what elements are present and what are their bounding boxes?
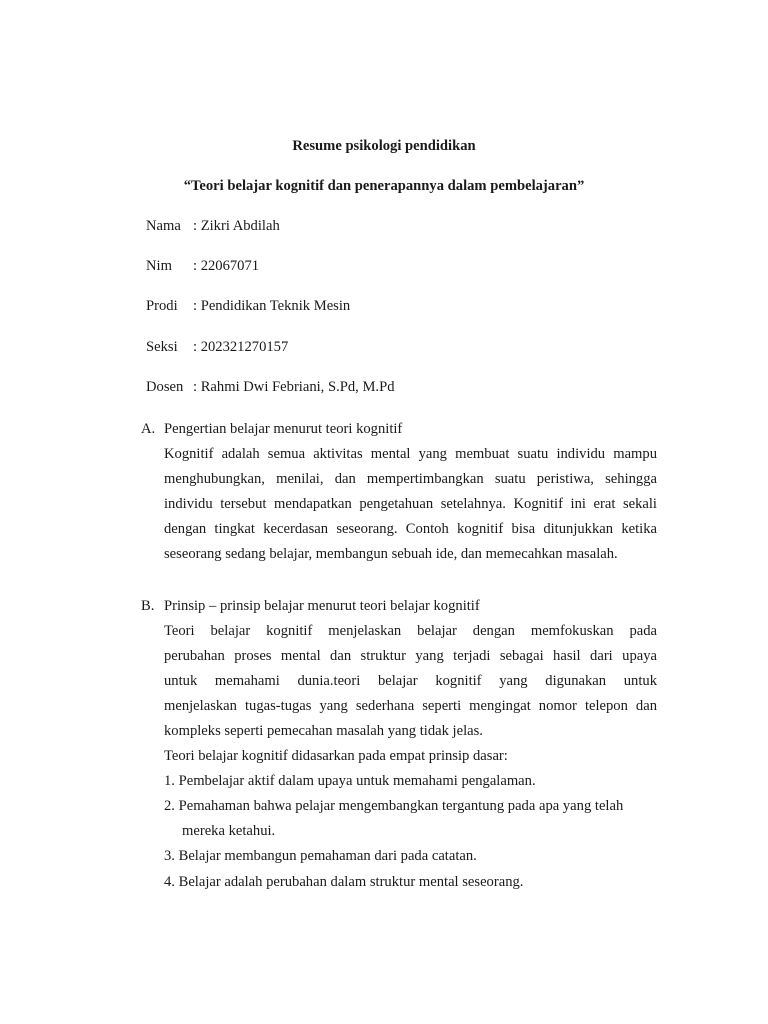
paragraph-line: seseorang sedang belajar, membangun sebuah ide, dan memecahkan masalah. <box>164 546 618 562</box>
paragraph-line: Teori belajar kognitif menjelaskan belajar dengan memfokuskan pada <box>164 623 657 639</box>
paragraph-line: kompleks seperti pemecahan masalah yang tidak jelas. <box>164 723 483 739</box>
paragraph-line: individu tersebut mendapatkan pengetahuan setelahnya. Kognitif ini erat sekali <box>164 496 657 512</box>
identity-label-dosen: Dosen <box>146 379 184 395</box>
identity-value-nim: : 22067071 <box>193 258 260 274</box>
section-b-letter: B. <box>141 598 155 614</box>
paragraph-line: Kognitif adalah semua aktivitas mental yang membuat suatu individu mampu <box>164 446 657 462</box>
identity-value-seksi: : 202321270157 <box>193 339 289 355</box>
identity-label-prodi: Prodi <box>146 298 178 314</box>
identity-label-seksi: Seksi <box>146 339 178 355</box>
section-b-paragraph <box>164 619 657 744</box>
principle-item-1: 1. Pembelajar aktif dalam upaya untuk memahami pengalaman. <box>164 773 536 789</box>
paragraph-line: menjelaskan tugas-tugas yang sederhana seperti mengingat nomor telepon dan <box>164 698 657 714</box>
principle-item-2-continued: mereka ketahui. <box>182 823 276 839</box>
identity-value-nama: : Zikri Abdilah <box>193 218 280 234</box>
identity-value-prodi: : Pendidikan Teknik Mesin <box>193 298 351 314</box>
document-subtitle: “Teori belajar kognitif dan penerapannya dalam pembelajaran” <box>183 178 585 194</box>
document-title: Resume psikologi pendidikan <box>292 138 476 154</box>
paragraph-line: untuk memahami dunia.teori belajar kognitif yang digunakan untuk <box>164 673 657 689</box>
paragraph-line: dengan tingkat kecerdasan seseorang. Contoh kognitif bisa ditunjukkan ketika <box>164 521 657 537</box>
section-b-heading: Prinsip – prinsip belajar menurut teori belajar kognitif <box>164 598 480 614</box>
section-a-letter: A. <box>141 421 156 437</box>
paragraph-line: menghubungkan, menilai, dan mempertimbangkan suatu peristiwa, sehingga <box>164 471 657 487</box>
identity-value-dosen: : Rahmi Dwi Febriani, S.Pd, M.Pd <box>193 379 395 395</box>
identity-label-nama: Nama <box>146 218 181 234</box>
principles-intro: Teori belajar kognitif didasarkan pada empat prinsip dasar: <box>164 748 508 764</box>
principle-item-2: 2. Pemahaman bahwa pelajar mengembangkan tergantung pada apa yang telah <box>164 798 624 814</box>
principle-item-4: 4. Belajar adalah perubahan dalam struktur mental seseorang. <box>164 874 524 890</box>
principle-item-3: 3. Belajar membangun pemahaman dari pada catatan. <box>164 848 477 864</box>
section-a-paragraph <box>164 442 657 567</box>
paragraph-line: perubahan proses mental dan struktur yang terjadi sebagai hasil dari upaya <box>164 648 657 664</box>
identity-label-nim: Nim <box>146 258 172 274</box>
section-a-heading: Pengertian belajar menurut teori kognitif <box>164 421 403 437</box>
